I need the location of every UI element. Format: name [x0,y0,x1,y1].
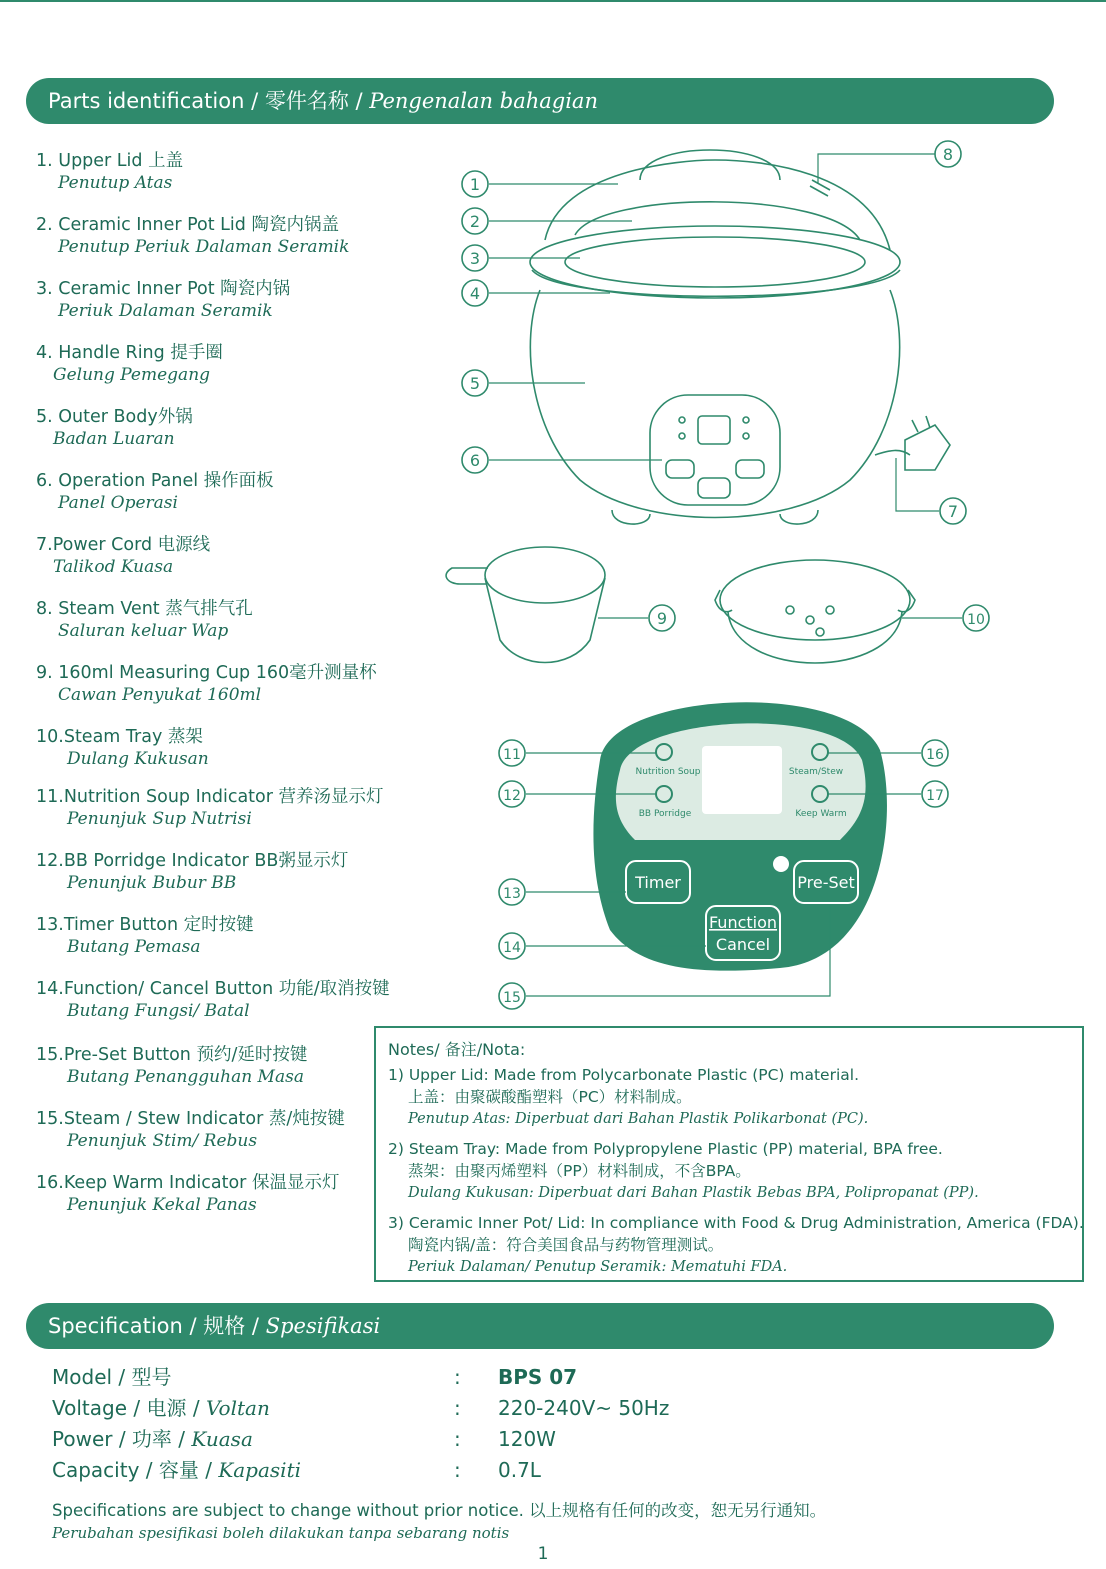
keep-warm-label: Keep Warm [795,809,847,819]
top-rule [0,0,1106,2]
svg-text:7: 7 [947,502,959,521]
spec-colon: : [454,1396,461,1420]
part-item [36,406,436,470]
part-item [36,534,436,598]
indicator-dot [743,417,749,423]
panel-closeup [593,702,887,970]
panel-button [666,460,694,478]
note-chinese: 陶瓷内锅/盖：符合美国食品与药物管理测试。 [408,1236,724,1254]
callout-5 [462,370,488,396]
note-english: 1) Upper Lid: Made from Polycarbonate Plastic (PC) material. [388,1066,860,1084]
part-name: 7.Power Cord 电源线 [36,535,211,555]
callout-13 [499,879,525,905]
part-name-malay: Butang Pemasa [67,937,201,957]
nutrition-soup-label: Nutrition Soup [635,767,701,777]
part-name: 10.Steam Tray 蒸架 [36,727,203,747]
callout-17 [922,781,948,807]
part-name-malay: Penunjuk Stim/ Rebus [67,1131,258,1151]
part-name-malay: Penunjuk Bubur BB [67,873,237,893]
callout-14 [499,933,525,959]
panel-button [736,460,764,478]
spec-value: 0.7L [498,1458,541,1482]
callout-3 [462,245,488,271]
note-english: 3) Ceramic Inner Pot/ Lid: In compliance with Food & Drug Administration, America (FDA). [388,1214,1084,1232]
parts-identification-banner [26,78,1054,124]
callout-1 [462,171,488,197]
leader-line [896,458,939,511]
svg-text:1: 1 [469,175,481,194]
spec-value: BPS 07 [498,1365,578,1389]
part-name-malay: Gelung Pemegang [53,365,211,385]
spec-row-model [52,1362,1052,1393]
notes-box [374,1026,1084,1282]
svg-text:12: 12 [503,788,521,804]
parts-title-italic: Pengenalan bahagian [369,89,598,113]
part-name-malay: Panel Operasi [58,493,178,513]
spec-label: Power / 功率 / Kuasa [52,1427,253,1451]
part-name-malay: Penutup Atas [58,173,173,193]
timer-label: Timer [635,873,681,892]
part-name-malay: Dulang Kukusan [67,749,209,769]
measuring-cup-handle [446,568,488,584]
callout-12 [499,781,525,807]
spec-notice-malay: Perubahan spesifikasi boleh dilakukan tanpa sebarang notis [52,1524,510,1542]
spec-row-capacity [52,1455,1052,1486]
part-name-malay: Talikod Kuasa [53,557,174,577]
part-item [36,850,436,914]
svg-text:13: 13 [503,886,521,902]
operation-panel [650,395,780,505]
note-malay: Penutup Atas: Diperbuat dari Bahan Plastik Polikarbonat (PC). [408,1111,869,1127]
callout-9 [649,605,675,631]
function-label: Function [708,913,778,932]
callout-16 [922,740,948,766]
specification-banner [26,1303,1054,1349]
callout-10 [963,605,989,631]
spec-title-italic: Spesifikasi [265,1314,381,1338]
product-diagram [440,130,1000,1020]
part-name: 2. Ceramic Inner Pot Lid 陶瓷内锅盖 [36,215,339,235]
callout-15 [499,983,525,1009]
spec-label: Voltage / 电源 / Voltan [52,1396,270,1420]
tray-hole [826,606,834,614]
measuring-cup-body [485,578,605,663]
part-item [36,214,436,278]
svg-text:6: 6 [469,451,481,470]
spec-title: Specification / 规格 / [48,1314,266,1338]
steam-tray-body [728,612,902,663]
measuring-cup [485,547,605,603]
part-name: 1. Upper Lid 上盖 [36,151,184,171]
part-name: 9. 160ml Measuring Cup 160毫升测量杯 [36,663,377,683]
part-item [36,342,436,406]
svg-text:15: 15 [503,990,521,1006]
tray-hole [806,616,814,624]
inner-pot [565,237,865,287]
note-chinese: 上盖：由聚碳酸酯塑料（PC）材料制成。 [408,1088,692,1106]
panel-lcd [702,746,782,814]
part-name: 15.Pre-Set Button 预约/延时按键 [36,1045,308,1065]
part-name: 6. Operation Panel 操作面板 [36,471,274,491]
part-name-malay: Penutup Periuk Dalaman Seramik [58,237,350,257]
part-name-malay: Butang Fungsi/ Batal [67,1001,250,1021]
part-item [36,150,436,214]
part-name: 3. Ceramic Inner Pot 陶瓷内锅 [36,279,291,299]
steam-stew-label: Steam/Stew [788,767,844,777]
part-item [36,470,436,534]
indicator-dot [679,417,685,423]
stew-pot-illustration [446,150,950,663]
svg-text:4: 4 [469,284,481,303]
part-item [36,726,436,786]
part-item [36,914,436,978]
spec-value: 120W [498,1427,556,1451]
spec-row-power [52,1424,1052,1455]
part-item [36,598,436,662]
part-name-malay: Butang Penangguhan Masa [67,1067,304,1087]
callout-11 [499,740,525,766]
part-name: 16.Keep Warm Indicator 保温显示灯 [36,1173,340,1193]
spec-table [52,1362,1052,1486]
notes-title: Notes/ 备注/Nota: [388,1040,526,1059]
callout-6 [462,447,488,473]
spec-colon: : [454,1458,461,1482]
indicator-dot [743,433,749,439]
part-name-malay: Penunjuk Kekal Panas [67,1195,257,1215]
svg-text:17: 17 [926,788,944,804]
callout-2 [462,208,488,234]
steam-tray-handle [715,590,732,612]
part-name: 12.BB Porridge Indicator BB粥显示灯 [36,851,349,871]
callout-7 [940,498,966,524]
spec-value: 220-240V~ 50Hz [498,1396,670,1420]
spec-notice: Specifications are subject to change without prior notice. 以上规格有任何的改变，恕无另行通知。 [52,1501,827,1520]
spec-label: Model / 型号 [52,1365,172,1389]
tray-hole [786,606,794,614]
part-name-malay: Saluran keluar Wap [58,621,229,641]
svg-text:11: 11 [503,747,521,763]
spec-colon: : [454,1365,461,1389]
part-name-malay: Badan Luaran [53,429,175,449]
spec-label: Capacity / 容量 / Kapasiti [52,1458,301,1482]
part-name-malay: Penunjuk Sup Nutrisi [67,809,252,829]
part-name: 8. Steam Vent 蒸气排气孔 [36,599,253,619]
steam-tray [720,560,910,640]
svg-text:14: 14 [503,940,521,956]
foot [780,510,818,524]
steam-tray-handle [898,590,915,612]
plug-pin [926,416,930,428]
part-name-malay: Periuk Dalaman Seramik [58,301,273,321]
svg-text:3: 3 [469,249,481,268]
note-english: 2) Steam Tray: Made from Polypropylene Plastic (PP) material, BPA free. [388,1140,943,1158]
power-plug [905,425,950,470]
part-name: 11.Nutrition Soup Indicator 营养汤显示灯 [36,787,384,807]
callout-4 [462,280,488,306]
note-malay: Dulang Kukusan: Diperbuat dari Bahan Plastik Bebas BPA, Polipropanat (PP). [408,1185,979,1201]
tray-hole [816,628,824,636]
preset-label: Pre-Set [797,873,855,892]
svg-text:10: 10 [967,612,985,628]
parts-title: Parts identification / 零件名称 / [48,89,370,113]
part-name: 15.Steam / Stew Indicator 蒸/炖按键 [36,1109,345,1129]
svg-text:8: 8 [942,145,954,164]
page-number: 1 [537,1544,549,1564]
svg-text:9: 9 [656,609,668,628]
indicator-dot [679,433,685,439]
panel-display [698,416,730,444]
panel-button [698,478,730,498]
part-name: 5. Outer Body外锅 [36,407,193,427]
spec-colon: : [454,1427,461,1451]
note-chinese: 蒸架：由聚丙烯塑料（PP）材料制成，不含BPA。 [408,1162,751,1180]
spec-row-voltage [52,1393,1052,1424]
foot [612,510,650,524]
part-name: 13.Timer Button 定时按键 [36,915,254,935]
leader-line [818,154,935,183]
note-malay: Periuk Dalaman/ Penutup Seramik: Mematuhi FDA. [408,1259,788,1275]
part-item [36,786,436,850]
plug-pin [912,420,918,432]
part-name-malay: Cawan Penyukat 160ml [58,685,262,705]
note-item [388,1138,1070,1204]
part-item [36,278,436,342]
svg-text:2: 2 [469,212,481,231]
note-item [388,1212,1084,1278]
svg-text:16: 16 [926,747,944,763]
part-name: 14.Function/ Cancel Button 功能/取消按键 [36,979,390,999]
callout-8 [935,141,961,167]
part-item [36,662,436,726]
cancel-label: Cancel [715,935,771,954]
bb-porridge-label: BB Porridge [638,809,692,819]
part-name: 4. Handle Ring 提手圈 [36,343,223,363]
status-light [773,856,789,872]
note-item [388,1064,1070,1130]
svg-text:5: 5 [469,374,481,393]
outer-body [530,290,899,518]
